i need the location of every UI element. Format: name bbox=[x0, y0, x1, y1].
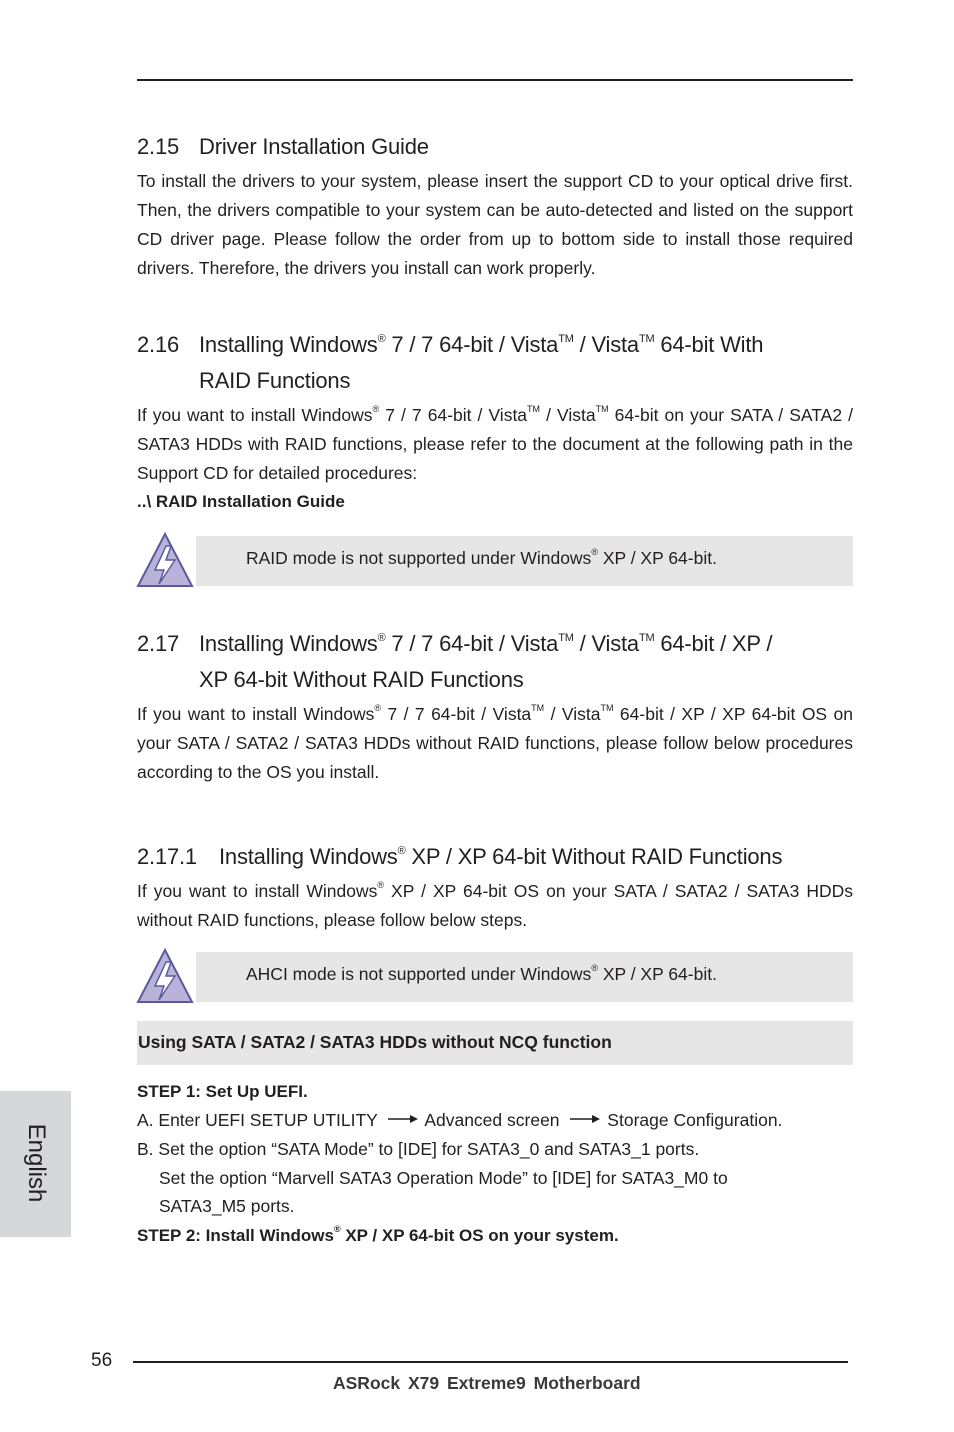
section-2-15-heading: 2.15 Driver Installation Guide bbox=[137, 134, 429, 159]
section-2-17-body: If you want to install Windows® 7 / 7 64-bit / Vista™ / Vista™ 64-bit / XP / XP 64-bit OS on your SATA / SATA2 / SATA3 HDDs without RAID functions, please follow below procedures according to the OS you install. bbox=[137, 703, 853, 782]
warning-icon bbox=[135, 948, 195, 1004]
section-2-16-heading: 2.16 Installing Windows® 7 / 7 64-bit / Vista™ / Vista™ 64-bit With RAID Functions bbox=[137, 332, 764, 393]
step-a: A. Enter UEFI SETUP UTILITY Advanced screen Storage Configuration. bbox=[137, 1110, 783, 1130]
header-rule bbox=[137, 79, 853, 81]
section-2-16-body: If you want to install Windows® 7 / 7 64-bit / Vista™ / Vista™ 64-bit on your SATA / SATA2 / SATA3 HDDs with RAID functions, please refer to the document at the following path in the Support CD for detailed procedures: bbox=[137, 404, 853, 483]
section-2-15-body: To install the drivers to your system, please insert the support CD to your optical drive first. Then, the drivers compatible to your system can be auto-detected and listed on the support CD driver page. Please follow the order from up to bottom side to install those required drivers. Therefore, the drivers you install can work properly. bbox=[137, 171, 853, 278]
step-1-title: STEP 1: Set Up UEFI. bbox=[137, 1082, 308, 1101]
footer-rule bbox=[133, 1361, 848, 1363]
step-2-title: STEP 2: Install Windows® XP / XP 64-bit OS on your system. bbox=[137, 1224, 619, 1245]
step-b-line-2: Set the option “Marvell SATA3 Operation Mode” to [IDE] for SATA3_M0 to bbox=[159, 1168, 728, 1188]
page-number: 56 bbox=[91, 1350, 113, 1371]
warning-icon bbox=[135, 532, 195, 588]
raid-guide-path: ..\ RAID Installation Guide bbox=[137, 492, 345, 511]
section-2-17-1-body: If you want to install Windows® XP / XP 64-bit OS on your SATA / SATA2 / SATA3 HDDs without RAID functions, please follow below steps. bbox=[137, 880, 853, 930]
section-2-17-heading: 2.17 Installing Windows® 7 / 7 64-bit / Vista™ / Vista™ 64-bit / XP / XP 64-bit Without RAID Functions bbox=[137, 631, 773, 692]
step-b-line-1: B. Set the option “SATA Mode” to [IDE] for SATA3_0 and SATA3_1 ports. bbox=[137, 1139, 700, 1159]
step-b-line-3: SATA3_M5 ports. bbox=[159, 1196, 295, 1216]
ahci-note-text: AHCI mode is not supported under Windows® XP / XP 64-bit. bbox=[246, 963, 717, 984]
arrow-right-icon bbox=[388, 1113, 418, 1125]
raid-note-text: RAID mode is not supported under Windows® XP / XP 64-bit. bbox=[246, 547, 717, 568]
arrow-right-icon bbox=[570, 1113, 600, 1125]
footer-product: ASRock X79 Extreme9 Motherboard bbox=[333, 1373, 641, 1393]
section-2-17-1-heading: 2.17.1 Installing Windows® XP / XP 64-bit Without RAID Functions bbox=[137, 844, 783, 869]
ncq-bar-title: Using SATA / SATA2 / SATA3 HDDs without NCQ function bbox=[138, 1032, 612, 1052]
language-label: English bbox=[23, 1123, 50, 1203]
